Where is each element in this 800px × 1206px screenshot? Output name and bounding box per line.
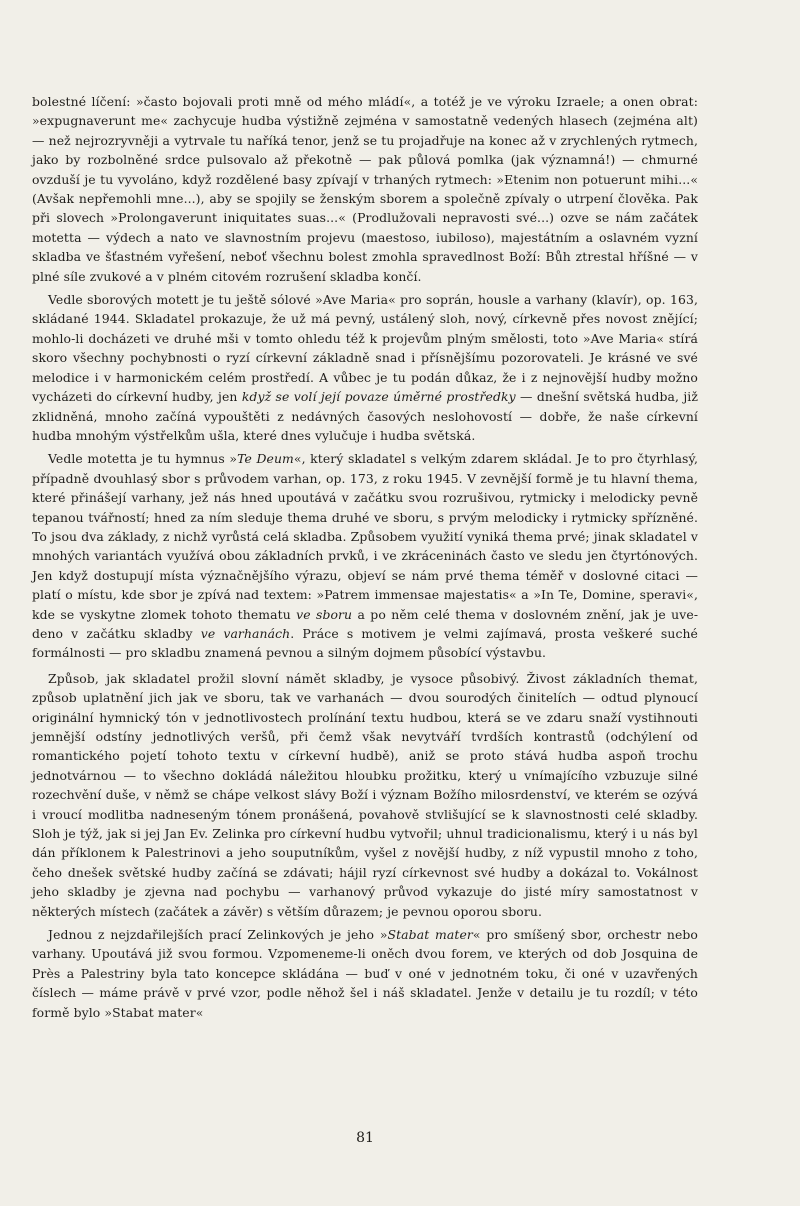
paragraph-1 (32, 92, 698, 286)
paragraph-3-italic-ve-varhanach: ve varhanách (200, 625, 291, 641)
paragraph-5 (32, 925, 698, 1022)
paragraph-2-text-a: Vedle sborových motett je tu ještě sólové »Ave Maria« pro soprán, housle a varhany (klavír), op. 163, skládané 1944. Skladatel prokazuje, že už má pevný, ustálený sloh, nový, církevně přes novost znějící; mohlo-li docházeti ve druhé mši v tomto ohledu též k projevům plným smělosti, toto »Ave Maria« stírá skoro všechny pochybnosti o ryzí církevní základně snad i přísnějšímu pozorovateli. Je krásné ve své melodice i v harmonickém celém prostředí. A vůbec je tu podán důkaz, že i z nejnovější hudby možno vycházeti do církevní hudby, jen (32, 292, 698, 405)
paragraph-5-italic-stabat-mater: Stabat mater (387, 927, 473, 943)
paragraph-5-text-a: Jednou z nejzdařilejších prací Zelinkových je jeho » (48, 927, 388, 943)
paragraph-4 (32, 669, 698, 921)
paragraph-3-text-d: . Práce s motivem je velmi zajímavá, prosta veškeré suché formálnosti — pro skladbu znamená pevnou a silným dojmem působící výstavbu. (32, 625, 698, 661)
page-number: 81 (356, 1130, 374, 1146)
paragraph-3-italic-te-deum: Te Deum (237, 451, 294, 467)
paragraph-3-text-b: «, který skladatel s velkým zdarem skládal. Je to pro čtyrhlasý, případně dvouhlasý sbor s průvodem varhan, op. 173, z roku 1945. V zevnější formě je tu hlavní thema, které přinášejí varhany, jež nás hned upoutává v začátku svou rozrušivou, rytmicky i melodicky pevně tepanou tvářností; hned za ním sleduje thema druhé ve sboru, s prvým melodicky i rytmicky spřízněné. To jsou dva základy, z nichž vyrůstá celá skladba. Způsobem využití vyniká thema prvé; jinak skladatel v mnohých variantách využívá obou základních prvků, i ve zkráceninách často ve sledu jen čtyrtónových. Jen když dostupují místa význačnějšího výrazu, objeví se nám prvé thema téměř v doslovné citaci — platí o místu, kde sbor je zpívá nad textem: »Patrem immensae majestatis« a »In Te, Domine, speravi«, kde se vyskytne zlomek tohoto thematu (32, 451, 699, 622)
paragraph-2-text-b: — dnešní světská hudba, již zklidněná, mnoho začíná vypouštěti z nedávných časových neslohovostí — dobře, že naše církevní hudba mnohým výstřelkům ušla, které dnes vylučuje i hudba světská. (32, 389, 699, 443)
paragraph-3-text-c: a po něm celé thema v doslovném znění, jak je uvedeno v začátku skladby (32, 606, 698, 641)
page-body (32, 92, 698, 1026)
paragraph-3 (32, 449, 698, 662)
paragraph-3-text-a: Vedle motetta je tu hymnus » (48, 451, 238, 467)
paragraph-5-text-b: « pro smíšený sbor, orchestr nebo varhany. Upoutává již svou formou. Vzpomeneme-li oněch dvou forem, ve kterých od dob Josquina de Près a Palestriny byla tato koncepce skládána — buď v oné v jednotném toku, či oné v uzavřených číslech — máme právě v prvé vzor, podle něhož šel i náš skladatel. Jenže v detailu je tu rozdíl; v této formě bylo »Stabat mater« (32, 927, 698, 1020)
paragraph-4-text: Způsob, jak skladatel prožil slovní námět skladby, je vysoce působivý. Živost základních themat, způsob uplatnění jich jak ve sboru, tak ve varhanách — dvou sourodých činitelích — odtud plynoucí originální hymnický tón v jednotlivostech prolínání textu hudbou, která se ve zdaru snaží vystihnouti jemnější odstíny jednotlivých veršů, při čemž však nevytváří tvrdších kontrastů (odchýlení od romantického pojetí tohoto textu v církevní hudbě), aniž se proto stává hudba aspoň trochu jednotvárnou — to všechno dokládá náležitou hloubku prožitku, který u vnímajícího vzbuzuje silné rozechvění duše, v němž se chápe velkost slávy Boží i význam Božího milosrdenství, ve kterém se ozývá i vroucí modlitba nadneseným tónem pronášená, povahově stvlišující se k slavnostnosti celé skladby. Sloh je týž, jak si jej Jan Ev. Zelinka pro církevní hudbu vytvořil; uhnul tradicionalismu, který i u nás byl dán příklonem k Palestrinovi a jeho souputníkům, vyšel z novější hudby, z níž vypustil mnoho z toho, čeho dnešek světské hudby začíná se zdávati; hájil ryzí církevnost své hudby a dokázal to. Vokálnost jeho skladby je zjevna nad pochybu — varhanový průvod vykazuje do jisté míry samostatnost v některých místech (začátek a závěr) s větším důrazem; je pevnou oporou sboru. (32, 670, 698, 919)
paragraph-3-italic-ve-sboru: ve sboru (296, 606, 353, 622)
paragraph-1-text: bolestné líčení: »často bojovali proti mně od mého mládí«, a totéž je ve výroku Izraele; a onen obrat: »expugnaverunt me« zachycuje hudba výstižně zejména v samostatně vedených hlasech (zejména alt) — než nejrozryvněji a vytrvale tu naříká tenor, jenž se tu projadřuje na konec až v zrychlených rytmech, jako by rozbolněné srdce pulsovalo až překotně — pak půlová pomlka (jak významná!) — chmurné ovzduší je tu vyvoláno, když rozdělené basy zpívají v trhaných rytmech: »Etenim non potuerunt mihi...« (Avšak nepřemohli mne...), aby se spojily se ženským sborem a společně zpívaly o utrpení člověka. Pak při slovech »Prolongaverunt iniquitates suas...« (Prodlužovali nepravosti své...) ozve se nám začátek motetta — výdech a nato ve slavnostním projevu (maestoso, iubiloso), majestátním a oslavném vyzní skladba ve šťastném vyřešení, neboť všechnu bolest zmohla spravedlnost Boží: Bůh ztrestal hříšné — v plné síle zvukové a v plném citovém rozrušení skladba končí. (32, 94, 698, 284)
paragraph-2-italic: když se volí její povaze úměrné prostředky (241, 389, 516, 405)
paragraph-2 (32, 290, 698, 445)
